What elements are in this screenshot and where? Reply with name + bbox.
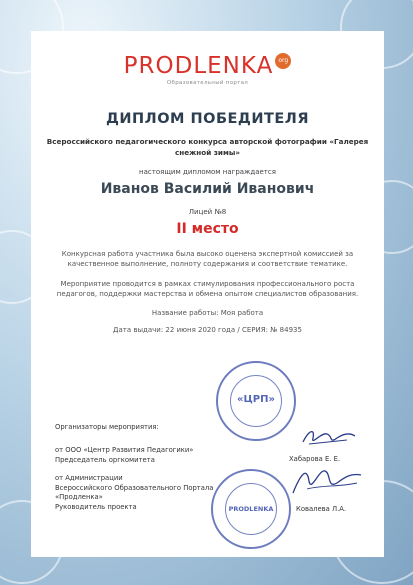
recipient-school: Лицей №8 — [188, 208, 227, 216]
issue-info: Дата выдачи: 22 июня 2020 года / СЕРИЯ: № 84935 — [113, 326, 302, 334]
organizer-1-role: Председатель оргкомитета — [55, 455, 155, 464]
work-title: Название работы: Моя работа — [151, 309, 264, 317]
purpose-paragraph: Мероприятие проводится в рамках стимулирования профессионального роста педагогов, поддержки мастерства и обмена опытом специалистов образования. — [56, 280, 359, 298]
crp-stamp — [216, 361, 296, 441]
organizer-2-role: Руководитель проекта — [55, 502, 137, 511]
prodlenka-stamp-text: PRODLENKA — [228, 505, 274, 513]
evaluation-paragraph: Конкурсная работа участника была высоко оценена экспертной комиссией за качественное выполнение, полноту содержания и соответствие тематике. — [61, 250, 354, 268]
logo-org-badge: org — [275, 53, 291, 69]
recipient-name: Иванов Василий Иванович — [100, 181, 315, 197]
prodlenka-logo — [31, 53, 384, 86]
signature-1 — [299, 424, 359, 450]
organizers-heading: Организаторы мероприятия: — [55, 423, 159, 431]
logo-subtitle: Образовательный портал — [166, 80, 249, 86]
organizer-1 — [55, 446, 193, 465]
organizer-2-portal-name: «Продленка» — [55, 493, 103, 501]
signature-1-name: Хабарова Е. Е. — [289, 455, 341, 463]
place-award: II место — [176, 221, 239, 237]
organizer-2-portal: Всероссийского Образовательного Портала — [55, 483, 214, 492]
organizer-2 — [55, 474, 213, 512]
signature-2-name: Ковалева Л.А. — [296, 505, 347, 513]
contest-name: Всероссийского педагогического конкурса авторской фотографии «Галерея снежной зимы» — [46, 137, 369, 157]
prodlenka-stamp — [211, 469, 291, 549]
organizer-2-line: от Администрации — [55, 474, 123, 482]
organizer-1-line: от ООО «Центр Развития Педагогики» — [55, 446, 194, 454]
signature-2 — [287, 463, 367, 503]
logo-wordmark: PRODLENKA — [123, 53, 274, 79]
award-line: настоящим дипломом награждается — [139, 168, 276, 176]
crp-stamp-text: «ЦРП» — [237, 394, 275, 405]
diploma-title: ДИПЛОМ ПОБЕДИТЕЛЯ — [105, 111, 309, 127]
diploma-card — [31, 31, 384, 557]
